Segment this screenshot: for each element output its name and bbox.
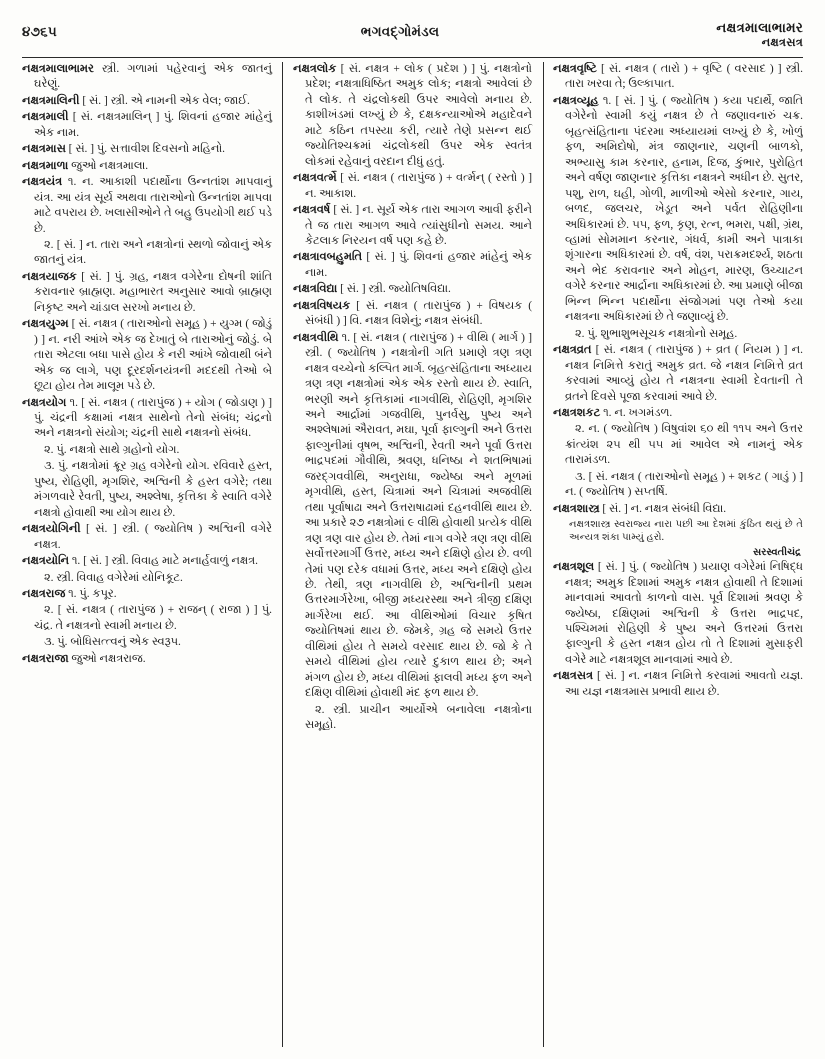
entry-headword: નક્ષત્રાવબહુમતિ [293, 251, 363, 264]
entry-definition: [ સં. ] સ્ત્રી. ( જ્યોતિષ ) અશ્વિની વગેરે નક્ષત્ર. [34, 523, 272, 551]
dictionary-entry [293, 282, 532, 297]
entry-headword: નક્ષત્રવિદ્યા [293, 283, 338, 296]
entry-headword: નક્ષત્રમાસ [22, 143, 66, 156]
entry-sense: ૩. પું. નક્ષત્રોમાં ક્રૂર ગ્રહ વગેરેનો યોગ. રવિવારે હસ્ત, પુષ્ય, રોહિણી, મૃગશિર, અશ્વિની કે હસ્ત વગેરે; તથા મંગળવારે રેવતી, પુષ્ય, અશ્લેષા, કૃત્તિકા કે સ્વાતિ વગેરે નક્ષત્રો હોવાથી આ યોગ થાય છે. [34, 460, 272, 519]
column-container [22, 62, 803, 1047]
entry-definition: [ સં. ] પું. શિવનાં હજાર માંહેનું એક નામ. [305, 251, 532, 279]
entry-sense: ૨. ન. ( જ્યોતિષ ) વિષુવાંશ ૬૦ થી ૧૧૫ અને ઉત્તર ક્રાંત્યંશ ૨૫ થી ૫૫ માં આવેલ એ નામનું એક તારામંડળ. [565, 423, 803, 467]
dictionary-entry [22, 554, 272, 569]
entry-definition: [ સં. નક્ષત્ર ( તારાપુંજ ) + વ્રત ( નિયમ ) ] ન. નક્ષત્ર નિમિત્તે કરાતું અમુક વ્રત. જે નક્ષત્ર નિમિત્તે વ્રત કરવામાં આવ્યું હોય તે નક્ષત્રના સ્વામી દેવતાની તે વ્રતને દિવસે પૂજા કરવામાં આવે છે. [565, 344, 803, 403]
running-head [22, 20, 803, 54]
entry-headword: નક્ષત્રયોનિ [22, 555, 69, 568]
entry-headword: નક્ષત્રયોગિની [22, 523, 81, 536]
dictionary-entry [22, 652, 272, 667]
entry-headword: નક્ષત્રવર્ત્મે [293, 172, 337, 185]
column-3 [542, 62, 803, 1047]
entry-headword: નક્ષત્રરાજ [22, 587, 66, 600]
entry-sense: ૨. [ સં. ] ન. તારા અને નક્ષત્રોનાં સ્થળો જોવાનું એક જાતનું યંત્ર. [34, 238, 272, 267]
entry-headword: નક્ષત્રમાળા [22, 159, 69, 172]
dictionary-entry [553, 560, 803, 668]
entry-headword: નક્ષત્રશૂલ [553, 561, 595, 574]
entry-definition: ૧. ન. ખગમંડળ. [600, 406, 673, 419]
entry-definition: ૧. ન. આકાશી પદાર્થોના ઉન્નતાંશ માપવાનું યંત્ર. આ યંત્ર સૂર્ય અથવા તારાઓનો ઉન્નતાંશ માપવા માટે વપરાય છે. ખલાસીઓને તે બહુ ઉપયોગી થઈ પડે છે. [34, 176, 272, 235]
dictionary-entry [553, 406, 803, 421]
dictionary-entry [293, 331, 532, 702]
entry-sense: ૨. [ સં. નક્ષત્ર ( તારાપુંજ ) + રાજન્ ( રાજા ) ] પું. ચંદ્ર. તે નક્ષત્રનો સ્વામી મનાય છે. [34, 604, 272, 632]
dictionary-entry [553, 669, 803, 700]
entry-headword: નક્ષત્રયુગ્મ [22, 318, 69, 331]
entry-definition: ૧. [ સં. ] પું. ( જ્યોતિષ ) કયા પદાર્થે, જાતિ વગેરેનો સ્વામી કયું નક્ષત્ર છે તે જણાવનારું ચક્ર. બૃહત્સંહિતાના પંદરમા અધ્યાયમાં લખ્યું છે કે, ખોળું ફળ, અમિદોષો, મંત્ર જાણનાર, ચણની બાળકો, અભ્યાસુ કામ કરનાર, હનામ, દિજ, કુંભાર, પુરોહિત અને વર્ષણ જાણનાર કૃત્તિકા નક્ષત્રને અધીન છે. સુતર, પશુ, રાળ, ઘહી, ગોળી, માળીઓ એસો કરનાર, ગાય, બળદ, જલચર, ખેડૂત અને પર્વત રોહિણીના અધિકારમાં છે. ૫૫, ફળ, કૃણ, રત્ન, ભમરા, પક્ષી, ગ્રંથ, વ્હામાં સોમમાન કરનાર, ગંધર્વ, કામી અને પાત્રાકા શૃંગારના અધિકારમાં છે. વર્ષ, વંશ, પરાક્રમદર્શ્ય, શઠતા અને ભેદ કરાવનાર અને મોહન, મારણ, ઉચ્ચાટન વગેરે કરનાર આર્દ્રાના અધિકારમાં છે. આ પ્રમાણે બીજા ભિન્ન ભિન્ન પદાર્થોના સંજોગમાં પણ તેઓ કયા નક્ષત્રના અધિકારમાં છે તે જણાવ્યું છે. [565, 94, 803, 324]
dictionary-entry [553, 94, 803, 326]
entry-headword: નક્ષત્રમાલી [22, 111, 69, 124]
dictionary-entry [22, 159, 272, 174]
dictionary-entry [293, 299, 532, 330]
column-2 [282, 62, 542, 1047]
entry-headword: નક્ષત્રયોગ [22, 396, 67, 409]
entry-definition: [ સં. નક્ષત્ર ( તારાપુંજ ) + વિષયક ( સંબંધી ) ] વિ. નક્ષત્ર વિશેનું; નક્ષત્ર સંબંધી. [305, 299, 532, 328]
entry-sense: ૨. સ્ત્રી. વિવાહ વગેરેમાં યોનિકૂટ. [44, 571, 183, 584]
entry-headword: નક્ષત્રયાજક [22, 270, 77, 283]
entry-definition: [ સં. નક્ષત્ર + લોક ( પ્રદેશ ) ] પું. નક્ષત્રોનો પ્રદેશ; નક્ષત્રાધિષ્ઠિત અમુક લોક; નક્ષત્રો આવેલાં છે તે લોક. તે ચંદ્રલોકથી ઉપર આવેલો મનાય છે. કાશીખંડમાં લખ્યું છે કે, દક્ષકન્યાઓએ મહાદેવને માટે કઠિન તપસ્યા કરી, ત્યારે તેણે પ્રસન્ન થઈ જ્યોતિશ્ચક્રમાં ચંદ્રલોકથી ઉપર એક સ્વતંત્ર લોકમાં રહેવાનું વરદાન દીધું હતું. [305, 63, 532, 168]
entry-definition: [ સં. ] સ્ત્રી. એ નામની એક વેલ; જાઈ. [79, 94, 250, 107]
column-1 [22, 62, 282, 1047]
entry-definition: [ સં. ] ન. નક્ષત્ર સંબંધી વિદ્યા. [599, 502, 727, 515]
entry-definition: જુઓ નક્ષત્રમાલા. [68, 159, 149, 172]
entry-sense: ૩. પું. બોધિસત્ત્વનું એક સ્વરૂપ. [44, 636, 181, 649]
entry-definition: [ સં. નક્ષત્ર ( તારો ) + વૃષ્ટિ ( વરસાદ ) ] સ્ત્રી. તારા ખરવા તે; ઉલ્કાપાત. [565, 63, 803, 91]
book-title: ભગવદ્ગોમંડલ [360, 24, 440, 39]
dictionary-entry [293, 171, 532, 202]
entry-headword: નક્ષત્રવીથિ [293, 331, 339, 344]
entry-sense: ૨. પું. શુભાશુભસૂચક નક્ષત્રોનો સમૂહ. [575, 327, 738, 340]
entry-headword: નક્ષત્રશકટ [553, 406, 601, 419]
entry-citation-source: સરસ્વતીચંદ્ર [753, 546, 801, 558]
dictionary-entry [22, 175, 272, 237]
entry-headword: નક્ષત્રશાસ્ત્ર [553, 502, 600, 515]
entry-sense: ૩. [ સં. નક્ષત્ર ( તારાઓનો સમૂહ ) + શકટ ( ગાડું ) ] ન. ( જ્યોતિષ ) સપ્તર્ષિ. [565, 470, 803, 499]
dictionary-entry [22, 62, 272, 93]
dictionary-entry [553, 62, 803, 93]
dictionary-entry [22, 522, 272, 553]
entry-headword: નક્ષત્રવૃષ્ટિ [553, 63, 597, 75]
entry-definition: [ સં. ] પું. ગ્રહ, નક્ષત્ર વગેરેના દોષની શાંતિ કરાવનાર બ્રાહ્મણ. મહાભારત અનુસાર આવો બ્રાહ્મણ નિકૃષ્ટ અને ચાંડાલ સરખો મનાય છે. [34, 270, 272, 314]
entry-headword: નક્ષત્રવિષયક [293, 299, 351, 312]
entry-headword: નક્ષત્રરાજા [22, 652, 69, 665]
header-rule [22, 57, 803, 58]
entry-headword: નક્ષત્રમાલાભામર [22, 63, 94, 75]
entry-headword: નક્ષત્રયંત્ર [22, 176, 63, 189]
entry-headword: નક્ષત્રસત્ર [553, 670, 593, 683]
entry-definition: [ સં. નક્ષત્રમાલિન્ ] પું. શિવનાં હજાર માંહેનું એક નામ. [34, 111, 272, 139]
entry-headword: નક્ષત્રવર્ષ [293, 204, 331, 217]
entry-sense: ૨. પું. નક્ષત્રો સાથે ગ્રહોનો યોગ. [44, 443, 180, 456]
entry-definition: ૧. [ સં. ] સ્ત્રી. વિવાહ માટે મનાર્હવાળું નક્ષત્ર. [69, 555, 258, 568]
running-head-first-entry: નક્ષત્રમાલાભામર [716, 20, 803, 35]
entry-citation-quote: નક્ષત્રશાસ્ત્ર સ્વરાજ્ય નારા પછી આ દેશમાં કુંઠિત થયું છે તે અન્યત્ર શંકા પામ્યું હરો. [569, 519, 803, 544]
dictionary-entry [22, 587, 272, 602]
entry-definition: [ સં. ] પું. સત્તાવીશ દિવસનો મહિનો. [65, 143, 226, 156]
dictionary-entry [293, 62, 532, 170]
entry-definition: [ સં. ] ન. નક્ષત્ર નિમિત્તે કરવામાં આવતો યજ્ઞ. આ યજ્ઞ નક્ષત્રમાસ પ્રભાવી થાય છે. [565, 670, 803, 698]
dictionary-entry [293, 250, 532, 281]
entry-definition: [ સં. ] ન. સૂર્ય એક તારા આગળ આવી ફરીને તે જ તારા આગળ આવે ત્યાંસુધીનો સમય. આને કેટલાક નિરયન વર્ષ પણ કહે છે. [305, 204, 532, 247]
dictionary-entry [22, 270, 272, 316]
running-head-last-entry: નક્ષત્રસત્ર [761, 37, 803, 50]
dictionary-entry [553, 502, 803, 517]
entry-sense: ૨. સ્ત્રી. પ્રાચીન આર્યોએ બનાવેલા નક્ષત્રોના સમૂહો. [305, 703, 532, 732]
entry-definition: [ સં. નક્ષત્ર ( તારાઓનો સમૂહ ) + યુગ્મ ( જોડું ) ] ન. નરી આંખે એક જ દેખાતું બે તારાઓનું જોડું. બે તારા એટલા બધા પાસે હોય કે નરી આંખે જોવાથી બંને એક જ લાગે, પણ દૂરદર્શનયંત્રની મદદથી તેઓ બે છૂટા હોય તેમ માલૂમ પડે છે. [34, 318, 272, 393]
dictionary-entry [22, 317, 272, 394]
dictionary-entry [22, 142, 272, 157]
entry-definition: [ સં. ] પું. ( જ્યોતિષ ) પ્રયાણ વગેરેમાં નિષિદ્ધ નક્ષત્ર; અમુક દિશામાં અમુક નક્ષત્ર હોવાથી તે દિશામાં માનવામાં આવતો કાળનો વાસ. પૂર્વ દિશામાં શ્રવણ કે જ્યેષ્ઠા, દક્ષિણમાં અશ્વિની કે ઉત્તરા ભાદ્રપદ, પશ્ચિમમાં રોહિણી કે પુષ્ય અને ઉત્તરમાં ઉત્તરા ફાલ્ગુની કે હસ્ત નક્ષત્ર હોય તો તે દિશામાં મુસાફરી વગેરે માટે નક્ષત્રશૂલ માનવામાં આવે છે. [565, 561, 803, 666]
entry-definition: ૧. પું. કપૂર. [65, 587, 117, 600]
dictionary-entry [553, 343, 803, 405]
dictionary-entry [22, 396, 272, 442]
page-number: ૪૭૬૫ [22, 24, 57, 39]
entry-definition: [ સં. નક્ષત્ર ( તારાપુંજ ) + વર્ત્મન્ ( રસ્તો ) ] ન. આકાશ. [305, 172, 532, 200]
running-head-right [628, 20, 803, 50]
entry-headword: નક્ષત્રમાલિની [22, 94, 80, 107]
entry-headword: નક્ષત્રવ્રત [553, 344, 592, 357]
entry-headword: નક્ષત્રલોક [293, 63, 337, 75]
entry-definition: ૧. [ સં. નક્ષત્ર ( તારાપુંજ ) + વીથિ ( માર્ગ ) ] સ્ત્રી. ( જ્યોતિષ ) નક્ષત્રોની ગતિ પ્રમાણે ત્રણ ત્રણ નક્ષત્ર વચ્ચેનો કલ્પિત માર્ગ. બૃહત્સંહિતાના અધ્યાય ત્રણ ત્રણ નક્ષત્રોમાં એક એક રસ્તો થાય છે. સ્વાતિ, ભરણી અને કૃત્તિકામાં નાગવીથિ, રોહિણી, મૃગશિર અને આર્દ્રામાં ગજવીથિ, પુનર્વસુ, પુષ્ય અને અશ્લેષામાં ઐરાવત, મઘા, પૂર્વા ફાલ્ગુની અને ઉત્તરા ફાલ્ગુનીમાં વૃષભ, અશ્વિની, રેવતી અને પૂર્વા ઉત્તરા ભાદ્રપદમાં ગૌવીથિ, શ્રવણ, ધનિષ્ઠા ને શતભિષામાં જરદ્ગવવીથિ, અનુરાધા, જ્યેષ્ઠા અને મૂળમાં મૃગવીથિ, હસ્ત, ચિત્રામાં અને ચિત્રામાં અજવીથિ તથા પૂર્વાષાઢા અને ઉત્તરાષાઢામાં દહનવીથિ થાય છે. આ પ્રકારે ૨૭ નક્ષત્રોમાં ૯ વીથિ હોવાથી પ્રત્યેક વીથિ ત્રણ ત્રણ વાર હોય છે. તેમાં નાગ વગેરે ત્રણ ત્રણ વીથિ સર્વોત્તરમાર્ગી ઉત્તર, મધ્ય અને દક્ષિણે હોય છે. વળી તેમાં પણ દરેક વધામાં ઉત્તર, મધ્ય અને દક્ષિણે હોય છે. તેથી, ત્રણ નાગવીથિ છે, અશ્વિનીની પ્રથમ ઉત્તરમાર્ગરેખા, બીજી મધ્યરસ્થા અને ત્રીજી દક્ષિણ માર્ગરેખા થઈ. આ વીથિઓમાં વિચાર કૃષિત જ્યોતિષમાં થાય છે. જેમકે, ગ્રહ જે સમયે ઉત્તર વીથિમાં હોય તે સમયે વરસાદ થાય છે. જો કે તે સમયે વીથિમાં હોય ત્યારે દુકાળ થાય છે; અને મંગળ હોય છે, મધ્ય વીથિમાં ફાલવી મધ્ય ફળ અને દક્ષિણ વીથિમાં હોવાથી મંદ ફળ થાય છે. [305, 331, 532, 700]
entry-definition: [ સં. ] સ્ત્રી. જ્યોતિષવિદ્યા. [337, 283, 451, 296]
dictionary-entry [22, 94, 272, 109]
entry-definition: ૧. [ સં. નક્ષત્ર ( તારાપુંજ ) + યોગ ( જોડાણ ) ] પું. ચંદ્રની કક્ષામાં નક્ષત્ર સાથેનો તેનો સંબંધ; ચંદ્રનો અને નક્ષત્રનો સંયોગ; ચંદ્રની સાથે નક્ષત્રનો સંબંધ. [34, 396, 272, 440]
entry-definition: જુઓ નક્ષત્રરાજ. [68, 652, 146, 665]
dictionary-entry [293, 203, 532, 249]
entry-headword: નક્ષત્રવ્યૂહ [553, 94, 599, 107]
dictionary-entry [22, 110, 272, 141]
entry-definition: સ્ત્રી. ગળામાં પહેરવાનું એક જાતનું ઘરેણું. [34, 63, 272, 91]
